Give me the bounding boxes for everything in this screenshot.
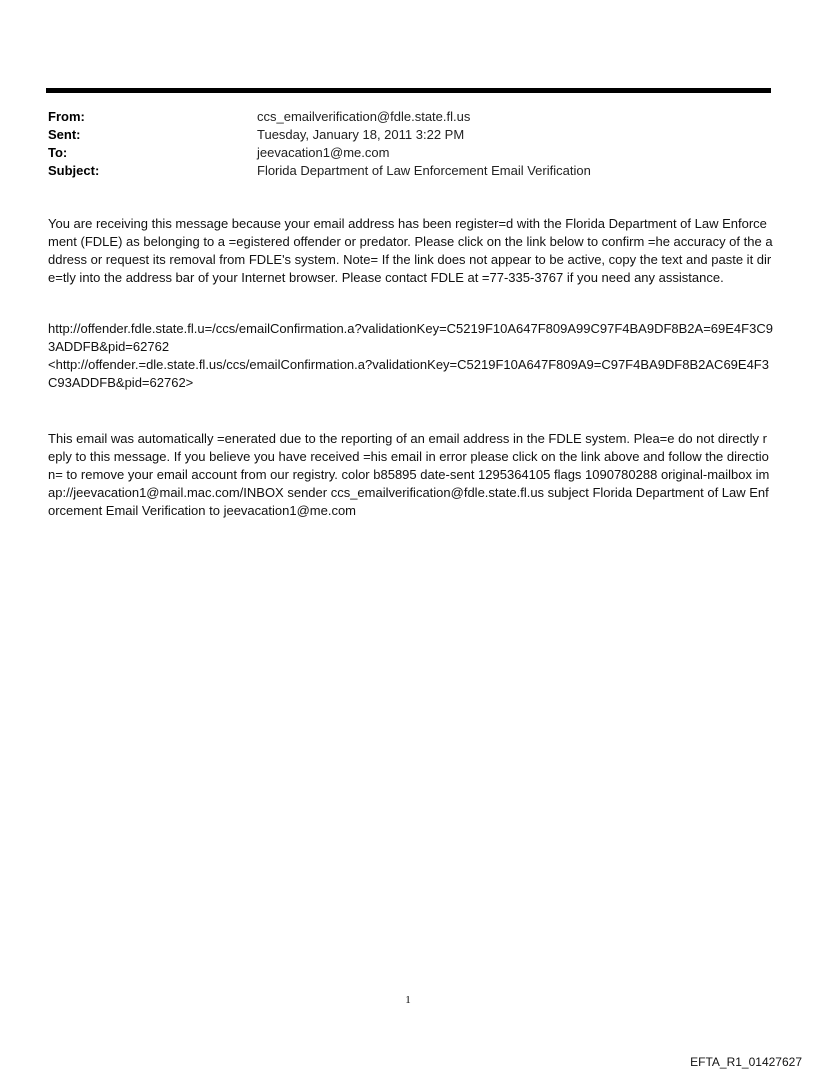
sent-label: Sent: [48,127,81,142]
from-value: ccs_emailverification@fdle.state.fl.us [257,109,471,124]
message-paragraph-2: This email was automatically =enerated due to the reporting of an email address in the FDLE system. Plea=e do not directly reply to this message. If you believe you have received =his email in error please click on the link above and follow the direction= to remove your email account from our registry. color b85895 date-sent 1295364105 flags 1090780288 original-mailbox imap://jeevacation1@mail.mac.com/INBOX sender ccs_emailverification@fdle.state.fl.us subject Florida Department of Law Enforcement Email Verification to jeevacation1@me.com [48,431,770,518]
from-row [48,108,770,126]
message-paragraph-1: You are receiving this message because your email address has been register=d with the Florida Department of Law Enforcement (FDLE) as belonging to a =egistered offender or predator. Please click on the link below to confirm =he accuracy of the address or request its removal from FDLE's system. Note= If the link does not appear to be active, copy the text and paste it dire=tly into the address bar of your Internet browser. Please contact FDLE at =77-335-3767 if you need any assistance. [48,216,773,285]
confirmation-link-2: <http://offender.=dle.state.fl.us/ccs/emailConfirmation.a?validationKey=C5219F10A647F809A9=C97F4BA9DF8B2AC69E4F3C93ADDFB&pid=62762> [48,357,769,390]
header-divider [46,88,771,93]
document-id: EFTA_R1_01427627 [690,1055,802,1069]
from-label: From: [48,109,85,124]
subject-label: Subject: [48,163,100,178]
to-row [48,144,770,162]
confirmation-links [48,320,773,392]
to-label: To: [48,145,68,160]
subject-row [48,162,770,180]
sent-row [48,126,770,144]
to-value: jeevacation1@me.com [257,145,390,160]
subject-value: Florida Department of Law Enforcement Email Verification [257,163,591,178]
confirmation-link-1: http://offender.fdle.state.fl.u=/ccs/emailConfirmation.a?validationKey=C5219F10A647F809A99C97F4BA9DF8B2A=69E4F3C93ADDFB&pid=62762 [48,321,773,354]
page-number: 1 [405,994,411,1006]
sent-value: Tuesday, January 18, 2011 3:22 PM [257,127,465,142]
email-header [48,108,770,180]
